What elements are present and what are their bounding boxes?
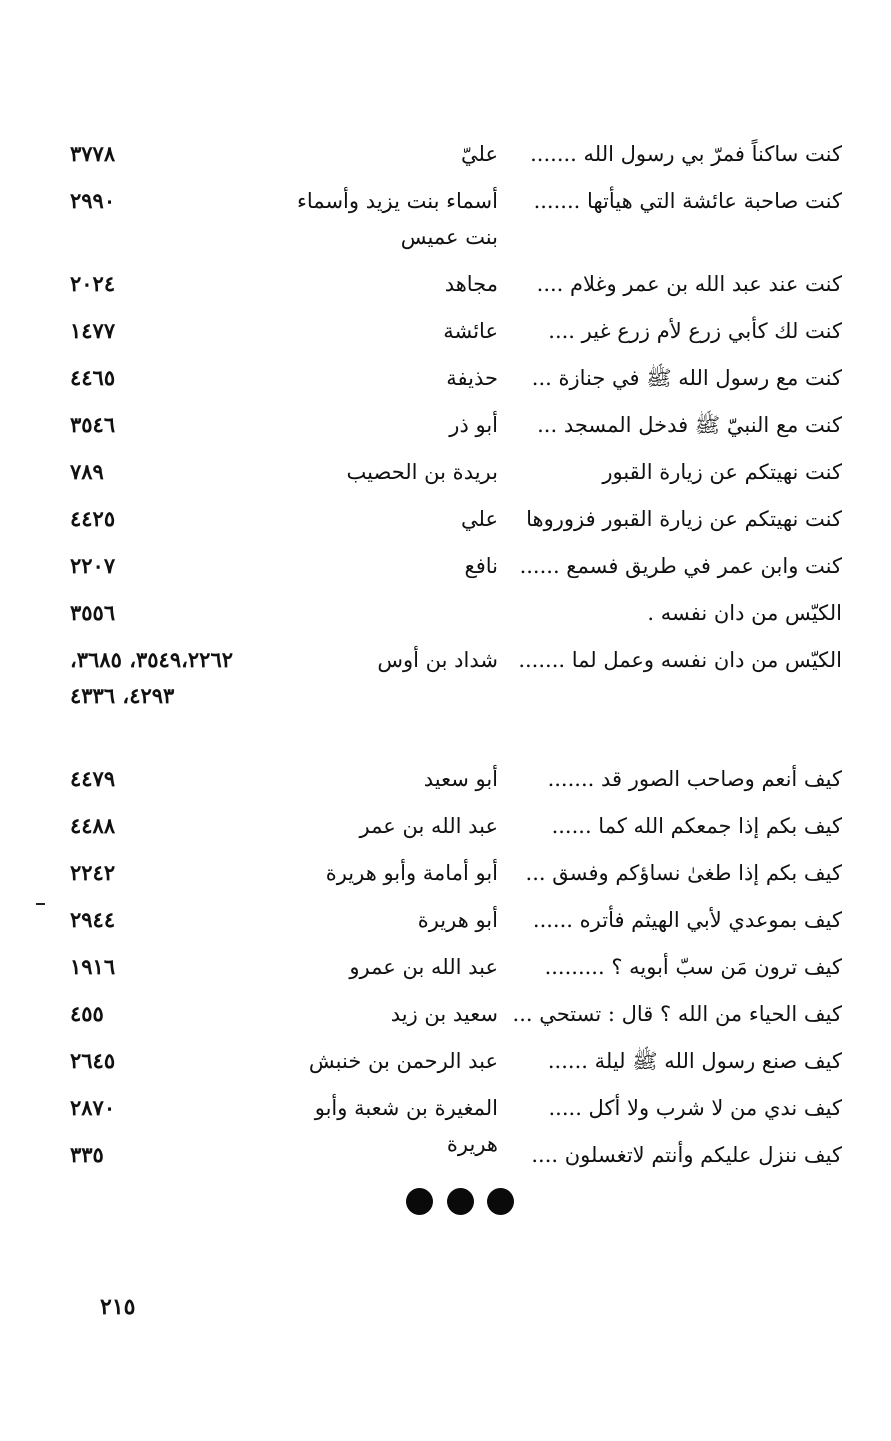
index-entry (70, 1043, 850, 1079)
hadith-reference-numbers: ٢٠٢٤ (70, 271, 116, 296)
hadith-reference-numbers: ١٩١٦ (70, 954, 116, 979)
hadith-index-table (70, 136, 850, 1184)
hadith-opening-phrase: كنت عند عبد الله بن عمر وغلام .... (536, 272, 842, 296)
ornament-dot (487, 1188, 514, 1215)
narrator-name: عائشة (443, 319, 498, 343)
index-entry (70, 313, 850, 349)
narrator-name: أبو ذر (449, 413, 498, 437)
hadith-opening-phrase: كيف بكم إذا جمعكم الله كما ...... (551, 814, 842, 838)
narrator-name: نافع (464, 554, 498, 578)
hadith-reference-numbers: ٣٥٤٩،٢٢٦٢، ٣٦٨٥، ٤٢٩٣، ٤٣٣٦ (70, 647, 234, 708)
index-entry (70, 360, 850, 396)
hadith-opening-phrase: كيف صنع رسول الله ﷺ ليلة ...... (547, 1049, 842, 1073)
hadith-reference-numbers: ١٤٧٧ (70, 318, 116, 343)
index-entry (70, 501, 850, 537)
index-entry (70, 808, 850, 844)
narrator-name: عبد الله بن عمر (359, 814, 498, 838)
index-entry (70, 996, 850, 1032)
hadith-reference-numbers: ٣٧٧٨ (70, 141, 116, 166)
index-entry (70, 902, 850, 938)
index-entry (70, 949, 850, 985)
narrator-name: أبو أمامة وأبو هريرة (325, 861, 498, 885)
narrator-name: عليّ (461, 142, 498, 166)
hadith-reference-numbers: ٤٥٥ (70, 1001, 104, 1026)
narrator-name: المغيرة بن شعبة وأبو هريرة (314, 1096, 498, 1156)
narrator-name: سعيد بن زيد (390, 1002, 498, 1026)
hadith-reference-numbers: ٢٩٩٠ (70, 188, 116, 213)
hadith-opening-phrase: كيف بموعدي لأبي الهيثم فأتره ...... (532, 908, 842, 932)
narrator-name: عبد الله بن عمرو (349, 955, 498, 979)
hadith-reference-numbers: ٣٣٥ (70, 1142, 104, 1167)
narrator-name: بريدة بن الحصيب (346, 460, 498, 484)
hadith-opening-phrase: كنت مع النبيّ ﷺ فدخل المسجد ... (537, 413, 842, 437)
hadith-opening-phrase: كيف أنعم وصاحب الصور قد ....... (547, 767, 842, 791)
index-entry (70, 855, 850, 891)
hadith-opening-phrase: الكيّس من دان نفسه وعمل لما ....... (518, 648, 842, 672)
margin-mark (36, 903, 45, 905)
narrator-name: أبو هريرة (417, 908, 498, 932)
hadith-reference-numbers: ٤٤٨٨ (70, 813, 116, 838)
end-of-section-ornament (406, 1186, 514, 1216)
hadith-opening-phrase: كنت نهيتكم عن زيارة القبور (602, 460, 842, 484)
hadith-opening-phrase: كيف بكم إذا طغىٰ نساؤكم وفسق ... (525, 861, 842, 885)
narrator-name: أبو سعيد (423, 767, 498, 791)
narrator-name: شداد بن أوس (377, 648, 498, 672)
index-entry (70, 407, 850, 443)
index-entry (70, 454, 850, 490)
index-entry (70, 136, 850, 172)
hadith-opening-phrase: الكيّس من دان نفسه . (647, 601, 842, 625)
narrator-name: مجاهد (444, 272, 498, 296)
index-entry (70, 642, 850, 750)
narrator-name: علي (461, 507, 498, 531)
hadith-opening-phrase: كنت لك كأبي زرع لأم زرع غير .... (548, 319, 842, 343)
hadith-reference-numbers: ٤٤٢٥ (70, 506, 116, 531)
hadith-reference-numbers: ٢٢٤٢ (70, 860, 116, 885)
index-entry (70, 1137, 850, 1173)
narrator-name: أسماء بنت يزيد وأسماء بنت عميس (297, 189, 498, 249)
hadith-reference-numbers: ٢٢٠٧ (70, 553, 116, 578)
page-number: ٢١٥ (100, 1294, 136, 1320)
hadith-reference-numbers: ٣٥٤٦ (70, 412, 116, 437)
hadith-opening-phrase: كيف ندي من لا شرب ولا أكل ..... (548, 1096, 842, 1120)
index-entry (70, 548, 850, 584)
narrator-name: عبد الرحمن بن خنبش (308, 1049, 498, 1073)
ornament-dot (406, 1188, 433, 1215)
index-entry (70, 266, 850, 302)
hadith-reference-numbers: ٢٨٧٠ (70, 1095, 116, 1120)
hadith-reference-numbers: ٤٤٧٩ (70, 766, 116, 791)
narrator-name: حذيفة (446, 366, 498, 390)
hadith-opening-phrase: كيف ترون مَن سبّ أبويه ؟ ......... (544, 955, 842, 979)
hadith-opening-phrase: كيف الحياء من الله ؟ قال : تستحي ... (512, 1002, 842, 1026)
hadith-opening-phrase: كنت مع رسول الله ﷺ في جنازة ... (531, 366, 842, 390)
index-entry (70, 183, 850, 255)
index-entry (70, 761, 850, 797)
hadith-opening-phrase: كنت صاحبة عائشة التي هيأتها ....... (533, 189, 842, 213)
hadith-reference-numbers: ٧٨٩ (70, 459, 104, 484)
hadith-opening-phrase: كنت نهيتكم عن زيارة القبور فزوروها (526, 507, 842, 531)
hadith-opening-phrase: كيف ننزل عليكم وأنتم لاتغسلون .... (531, 1143, 842, 1167)
hadith-reference-numbers: ٢٦٤٥ (70, 1048, 116, 1073)
hadith-reference-numbers: ٢٩٤٤ (70, 907, 116, 932)
hadith-reference-numbers: ٣٥٥٦ (70, 600, 116, 625)
hadith-opening-phrase: كنت وابن عمر في طريق فسمع ...... (519, 554, 842, 578)
index-entry (70, 595, 850, 631)
hadith-opening-phrase: كنت ساكناً فمرّ بي رسول الله ....... (530, 142, 842, 166)
ornament-dot (447, 1188, 474, 1215)
hadith-reference-numbers: ٤٤٦٥ (70, 365, 116, 390)
